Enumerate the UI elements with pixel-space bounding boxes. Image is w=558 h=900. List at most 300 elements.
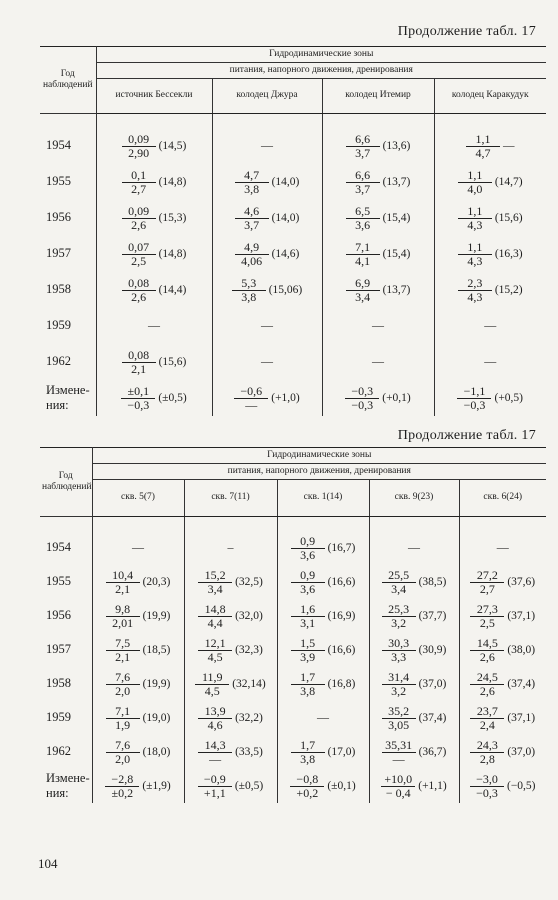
- fraction: [346, 133, 380, 159]
- fraction-denominator: 2,6: [131, 289, 147, 304]
- fraction-denominator: 3,8: [300, 751, 316, 766]
- zone-header: Гидродинамические зоны: [92, 448, 546, 464]
- column-header: колодец Каракудук: [434, 78, 546, 113]
- value-group: [106, 739, 171, 765]
- fraction-numerator: 35,2: [382, 705, 416, 719]
- column-header: скв. 6(24): [459, 479, 546, 516]
- fraction-numerator: 2,3: [458, 277, 492, 291]
- fraction: [290, 773, 324, 799]
- value-group: [235, 241, 300, 267]
- table-row: [40, 308, 546, 344]
- fraction-numerator: 0,9: [291, 535, 325, 549]
- parenthetical-value: (+0,5): [494, 392, 524, 405]
- fraction: [106, 569, 140, 595]
- value-group: [458, 169, 523, 195]
- table-row: [40, 633, 546, 667]
- data-cell: [277, 667, 369, 701]
- parenthetical-value: (14,4): [158, 284, 187, 297]
- fraction-denominator: 4,06: [241, 253, 263, 268]
- parenthetical-value: (32,14): [232, 678, 266, 691]
- year-cell: 1959: [40, 308, 96, 344]
- parenthetical-value: (37,4): [418, 712, 447, 725]
- dash-mark: —: [496, 540, 509, 555]
- year-cell: 1962: [40, 735, 92, 769]
- fraction-numerator: 5,3: [232, 277, 266, 291]
- fraction: [346, 277, 380, 303]
- table1-continuation-caption: Продолжение табл. 17: [397, 24, 536, 39]
- value-group: [106, 637, 171, 663]
- fraction-denominator: 3,6: [300, 581, 316, 596]
- parenthetical-value: (37,0): [418, 678, 447, 691]
- fraction: [466, 133, 500, 159]
- data-cell: [434, 200, 546, 236]
- value-group: [291, 603, 356, 629]
- table-row: [40, 164, 546, 200]
- data-cell: [277, 531, 369, 565]
- parenthetical-value: (30,9): [418, 644, 447, 657]
- value-group: [195, 671, 266, 697]
- value-group: [382, 569, 447, 595]
- value-group: [235, 169, 300, 195]
- fraction: [291, 671, 325, 697]
- value-group: [470, 739, 535, 765]
- table-row: [40, 599, 546, 633]
- data-cell: [369, 633, 459, 667]
- fraction: [382, 569, 416, 595]
- parenthetical-value: (37,1): [507, 712, 536, 725]
- value-group: [198, 637, 263, 663]
- data-cell: [434, 164, 546, 200]
- fraction: [346, 205, 380, 231]
- value-group: [382, 705, 447, 731]
- parenthetical-value: (36,7): [418, 746, 447, 759]
- value-group: [458, 205, 523, 231]
- year-cell: 1959: [40, 701, 92, 735]
- parenthetical-value: (33,5): [235, 746, 263, 759]
- fraction: [470, 705, 504, 731]
- year-cell: 1962: [40, 344, 96, 380]
- fraction: [198, 603, 232, 629]
- fraction: [291, 535, 325, 561]
- fraction-denominator: 3,8: [300, 683, 316, 698]
- data-cell: [369, 565, 459, 599]
- value-group: [470, 705, 535, 731]
- parenthetical-value: (14,5): [158, 140, 187, 153]
- fraction-numerator: 12,1: [198, 637, 232, 651]
- data-cell: [459, 531, 546, 565]
- data-cell: [184, 599, 277, 633]
- dash-mark: —: [484, 318, 497, 333]
- value-group: [457, 385, 523, 411]
- table-wells-2: [40, 447, 546, 803]
- parenthetical-value: (±0,1): [327, 780, 356, 793]
- fraction-denominator: 3,1: [300, 615, 316, 630]
- fraction-denominator: 2,1: [131, 361, 147, 376]
- data-cell: [96, 308, 212, 344]
- page-number: 104: [38, 856, 58, 871]
- data-cell: [277, 701, 369, 735]
- dash-mark: —: [132, 540, 144, 555]
- fraction: [232, 277, 266, 303]
- fraction-numerator: 24,3: [470, 739, 504, 753]
- fraction-numerator: 1,1: [458, 241, 492, 255]
- parenthetical-value: (16,7): [327, 542, 356, 555]
- dash-mark: —: [484, 354, 497, 369]
- data-cell: [322, 272, 434, 308]
- fraction-numerator: 7,1: [106, 705, 140, 719]
- fraction-numerator: 0,09: [122, 205, 156, 219]
- fraction-numerator: +10,0: [381, 773, 415, 787]
- fraction: [458, 205, 492, 231]
- data-cell: [369, 667, 459, 701]
- dash-mark: —: [408, 540, 420, 555]
- spacer-row: [40, 113, 546, 128]
- value-group: [122, 277, 187, 303]
- fraction-numerator: 0,09: [122, 133, 156, 147]
- dash-mark: —: [372, 318, 384, 333]
- year-header: Год наблюдений: [40, 448, 92, 517]
- fraction-numerator: 6,5: [346, 205, 380, 219]
- parenthetical-value: (16,6): [327, 644, 356, 657]
- data-cell: [96, 272, 212, 308]
- value-group: [105, 773, 170, 799]
- value-group: [198, 705, 263, 731]
- fraction-numerator: 6,6: [346, 169, 380, 183]
- fraction: [234, 385, 268, 411]
- fraction-numerator: 7,6: [106, 739, 140, 753]
- dash-mark: —: [148, 318, 160, 333]
- fraction-denominator: 4,3: [467, 253, 483, 268]
- fraction-denominator: 3,7: [244, 217, 260, 232]
- data-cell: [434, 380, 546, 416]
- fraction-denominator: −0,3: [476, 785, 498, 800]
- data-cell: [459, 701, 546, 735]
- fraction-denominator: −0,3: [127, 397, 150, 412]
- data-cell: [184, 531, 277, 565]
- value-group: [291, 739, 356, 765]
- year-cell: Измене-ния:: [40, 769, 92, 803]
- fraction-numerator: 0,08: [122, 349, 156, 363]
- value-group: [291, 535, 356, 561]
- value-group: [121, 385, 186, 411]
- parenthetical-value: (19,9): [142, 678, 171, 691]
- fraction-denominator: 3,6: [300, 547, 316, 562]
- fraction: [291, 637, 325, 663]
- data-cell: [212, 308, 322, 344]
- data-cell: [92, 667, 184, 701]
- fraction: [122, 169, 156, 195]
- fraction-denominator: 4,3: [467, 289, 483, 304]
- data-cell: [322, 344, 434, 380]
- fraction: [346, 241, 380, 267]
- fraction: [198, 569, 232, 595]
- data-cell: [434, 308, 546, 344]
- fraction-denominator: 2,1: [115, 581, 131, 596]
- fraction: [470, 637, 504, 663]
- parenthetical-value: (38,5): [418, 576, 447, 589]
- fraction: [122, 205, 156, 231]
- fraction-denominator: 3,2: [391, 615, 407, 630]
- fraction-denominator: 4,5: [204, 683, 220, 698]
- fraction-numerator: 25,5: [382, 569, 416, 583]
- parenthetical-value: (38,0): [507, 644, 536, 657]
- parenthetical-value: (15,6): [158, 356, 187, 369]
- parenthetical-value: (19,9): [142, 610, 171, 623]
- column-header: скв. 7(11): [184, 479, 277, 516]
- value-group: [382, 671, 447, 697]
- year-cell: 1958: [40, 667, 92, 701]
- fraction-denominator: 3,4: [207, 581, 223, 596]
- data-cell: [212, 272, 322, 308]
- fraction-denominator: 4,0: [467, 181, 483, 196]
- table1-body: [40, 113, 546, 416]
- value-group: [198, 603, 263, 629]
- data-cell: [459, 565, 546, 599]
- fraction-denominator: 4,5: [207, 649, 223, 664]
- fraction-denominator: 2,90: [128, 145, 150, 160]
- data-cell: [212, 128, 322, 164]
- parenthetical-value: (13,7): [382, 284, 411, 297]
- fraction-denominator: 2,01: [112, 615, 134, 630]
- fraction: [291, 603, 325, 629]
- fraction-numerator: 1,1: [458, 169, 492, 183]
- parenthetical-value: (37,7): [418, 610, 447, 623]
- data-cell: [184, 633, 277, 667]
- fraction-denominator: 1,9: [115, 717, 131, 732]
- fraction-numerator: 0,1: [122, 169, 156, 183]
- value-group: [106, 603, 171, 629]
- fraction: [235, 205, 269, 231]
- parenthetical-value: (18,5): [142, 644, 171, 657]
- data-cell: [92, 735, 184, 769]
- data-cell: [184, 769, 277, 803]
- table-row: [40, 667, 546, 701]
- fraction-numerator: 4,9: [235, 241, 269, 255]
- fraction: [470, 773, 504, 799]
- fraction-numerator: 35,31: [382, 739, 416, 753]
- parenthetical-value: (37,1): [507, 610, 536, 623]
- parenthetical-value: (±0,5): [158, 392, 187, 405]
- fraction-numerator: 27,3: [470, 603, 504, 617]
- parenthetical-value: (+1,1): [418, 780, 447, 793]
- data-cell: [277, 599, 369, 633]
- parenthetical-value: (16,3): [494, 248, 523, 261]
- fraction-numerator: 6,6: [346, 133, 380, 147]
- data-cell: [434, 344, 546, 380]
- table-row: [40, 272, 546, 308]
- data-cell: [212, 164, 322, 200]
- parenthetical-value: (15,4): [382, 248, 411, 261]
- dash-mark: —: [261, 354, 273, 369]
- fraction-numerator: 1,1: [458, 205, 492, 219]
- data-cell: [322, 200, 434, 236]
- data-cell: [92, 565, 184, 599]
- dash-mark: —: [261, 318, 273, 333]
- fraction: [470, 569, 504, 595]
- value-group: [346, 277, 411, 303]
- value-group: [458, 241, 523, 267]
- value-group: [291, 671, 356, 697]
- column-header: колодец Итемир: [322, 78, 434, 113]
- data-cell: [277, 769, 369, 803]
- fraction-numerator: −3,0: [470, 773, 504, 787]
- value-group: [382, 739, 447, 765]
- fraction: [382, 671, 416, 697]
- year-cell: Измене-ния:: [40, 380, 96, 416]
- fraction: [106, 603, 140, 629]
- subzone-header: питания, напорного движения, дренирования: [92, 463, 546, 479]
- fraction-numerator: 9,8: [106, 603, 140, 617]
- year-cell: 1955: [40, 565, 92, 599]
- fraction-denominator: +1,1: [203, 785, 226, 800]
- data-cell: [92, 633, 184, 667]
- fraction: [458, 241, 492, 267]
- fraction: [382, 705, 416, 731]
- fraction-denominator: —: [209, 751, 222, 766]
- fraction-numerator: 1,6: [291, 603, 325, 617]
- fraction: [458, 169, 492, 195]
- value-group: [381, 773, 447, 799]
- fraction-denominator: 2,7: [131, 181, 147, 196]
- data-cell: [459, 633, 546, 667]
- fraction: [122, 349, 156, 375]
- fraction-denominator: +0,2: [296, 785, 319, 800]
- fraction-denominator: 2,7: [479, 581, 495, 596]
- fraction: [195, 671, 229, 697]
- year-cell: 1956: [40, 200, 96, 236]
- parenthetical-value: (37,4): [507, 678, 536, 691]
- parenthetical-value: (17,0): [327, 746, 356, 759]
- fraction-numerator: 0,07: [122, 241, 156, 255]
- value-group: [198, 569, 263, 595]
- fraction-numerator: 1,7: [291, 739, 325, 753]
- parenthetical-value: (37,6): [507, 576, 536, 589]
- fraction: [345, 385, 379, 411]
- fraction-denominator: 3,05: [388, 717, 410, 732]
- data-cell: [369, 599, 459, 633]
- fraction: [346, 169, 380, 195]
- value-group: [345, 385, 411, 411]
- parenthetical-value: (15,4): [382, 212, 411, 225]
- data-cell: [184, 735, 277, 769]
- value-group: [106, 671, 171, 697]
- data-cell: [184, 667, 277, 701]
- fraction-numerator: −1,1: [457, 385, 491, 399]
- fraction: [121, 385, 155, 411]
- fraction: [105, 773, 139, 799]
- parenthetical-value: (32,2): [235, 712, 263, 725]
- data-cell: [184, 565, 277, 599]
- fraction-numerator: 7,5: [106, 637, 140, 651]
- fraction-numerator: 4,7: [235, 169, 269, 183]
- parenthetical-value: (16,8): [327, 678, 356, 691]
- data-cell: [96, 236, 212, 272]
- table-row: [40, 735, 546, 769]
- fraction-numerator: −0,6: [234, 385, 268, 399]
- value-group: [470, 671, 535, 697]
- value-group: [458, 277, 523, 303]
- parenthetical-value: (±0,5): [234, 780, 264, 793]
- value-group: [232, 277, 303, 303]
- year-cell: 1956: [40, 599, 92, 633]
- fraction: [122, 241, 156, 267]
- data-cell: [92, 599, 184, 633]
- value-group: [470, 569, 535, 595]
- fraction: [382, 739, 416, 765]
- fraction: [470, 603, 504, 629]
- data-cell: [184, 701, 277, 735]
- value-group: [122, 133, 187, 159]
- value-group: [346, 241, 411, 267]
- column-header: скв. 1(14): [277, 479, 369, 516]
- value-group: [470, 637, 535, 663]
- fraction-denominator: 3,3: [391, 649, 407, 664]
- year-cell: 1958: [40, 272, 96, 308]
- parenthetical-value: —: [503, 140, 515, 153]
- value-group: [122, 205, 187, 231]
- dash-mark: –: [227, 540, 234, 555]
- parenthetical-value: (32,0): [235, 610, 263, 623]
- year-cell: 1954: [40, 531, 92, 565]
- data-cell: [96, 380, 212, 416]
- fraction-denominator: 2,8: [479, 751, 495, 766]
- fraction-denominator: −0,3: [463, 397, 486, 412]
- fraction-denominator: 2,6: [479, 683, 495, 698]
- fraction-numerator: 27,2: [470, 569, 504, 583]
- fraction: [458, 277, 492, 303]
- fraction-denominator: 4,1: [355, 253, 371, 268]
- column-header: источник Бессекли: [96, 78, 212, 113]
- fraction-denominator: 3,2: [391, 683, 407, 698]
- data-cell: [369, 769, 459, 803]
- fraction-denominator: 2,0: [115, 751, 131, 766]
- fraction: [381, 773, 415, 799]
- fraction-denominator: ±0,2: [111, 785, 134, 800]
- fraction-numerator: 24,5: [470, 671, 504, 685]
- parenthetical-value: (18,0): [142, 746, 171, 759]
- data-cell: [92, 531, 184, 565]
- fraction-numerator: 30,3: [382, 637, 416, 651]
- fraction-numerator: 25,3: [382, 603, 416, 617]
- fraction: [106, 739, 140, 765]
- data-cell: [277, 735, 369, 769]
- parenthetical-value: (+0,1): [382, 392, 411, 405]
- data-cell: [322, 380, 434, 416]
- fraction-numerator: 10,4: [106, 569, 140, 583]
- value-group: [470, 603, 535, 629]
- value-group: [470, 773, 536, 799]
- column-header: колодец Джура: [212, 78, 322, 113]
- fraction-numerator: 15,2: [198, 569, 232, 583]
- data-cell: [212, 200, 322, 236]
- value-group: [382, 603, 447, 629]
- parenthetical-value: (32,3): [235, 644, 263, 657]
- data-cell: [322, 164, 434, 200]
- fraction-denominator: 4,3: [467, 217, 483, 232]
- year-cell: 1957: [40, 236, 96, 272]
- fraction: [198, 739, 232, 765]
- parenthetical-value: (14,0): [271, 212, 300, 225]
- year-cell: 1957: [40, 633, 92, 667]
- data-cell: [96, 164, 212, 200]
- parenthetical-value: (19,0): [142, 712, 171, 725]
- parenthetical-value: (14,8): [158, 248, 187, 261]
- table2-continuation-caption: Продолжение табл. 17: [397, 428, 536, 443]
- fraction-denominator: 3,7: [355, 145, 371, 160]
- data-cell: [369, 701, 459, 735]
- fraction-denominator: 2,6: [131, 217, 147, 232]
- fraction-denominator: 2,5: [479, 615, 495, 630]
